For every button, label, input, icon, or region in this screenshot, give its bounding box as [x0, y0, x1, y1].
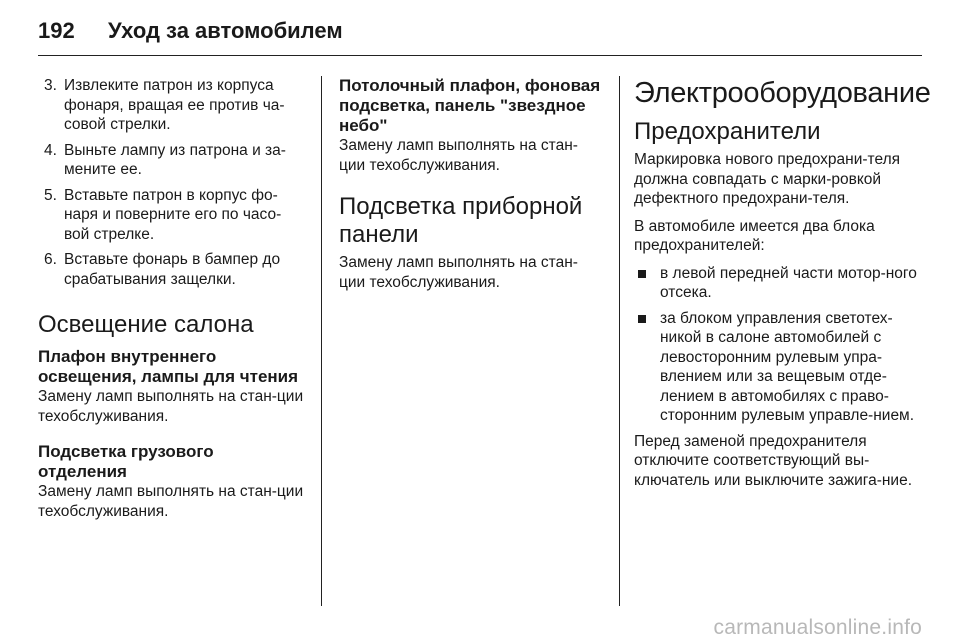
- step-item: [38, 141, 306, 180]
- fuse-box-list: [634, 264, 924, 426]
- step-item: [38, 186, 306, 245]
- page-header: [38, 14, 343, 48]
- step-number: 6.: [44, 251, 57, 268]
- header-divider: [38, 55, 922, 56]
- page-number: 192: [38, 18, 75, 43]
- subsection-title-dome-lamp: Плафон внутреннего освещения, лампы для чтения: [38, 347, 299, 386]
- list-item-text: за блоком управления светотех-никой в салоне автомобилей с левосторонним рулевым упра-влением или за вещевым отде-лением в автомобилях с право-сторонним рулевым управле-нием.: [660, 309, 915, 424]
- step-text: Извлеките патрон из корпуса фонаря, вращая ее против ча-совой стрелки.: [64, 77, 285, 133]
- column-divider-1: [321, 76, 322, 606]
- list-item: [634, 264, 924, 303]
- step-text: Выньте лампу из патрона и за-мените ее.: [64, 141, 286, 178]
- subsection-text: Замену ламп выполнять на стан-ции техобслуживания.: [339, 254, 578, 291]
- step-number: 5.: [44, 186, 57, 204]
- bullet-icon: [638, 270, 646, 278]
- list-item: [634, 309, 924, 426]
- paragraph: Перед заменой предохранителя отключите соответствующий вы-ключатель или выключите зажига-ние.: [634, 432, 913, 489]
- subsection-title-instrument-lighting: Подсветка приборной панели: [339, 193, 583, 248]
- section-title-electrical: Электрооборудование: [634, 77, 931, 109]
- list-item-text: в левой передней части мотор-ного отсека.: [660, 264, 917, 301]
- subsection-text: Замену ламп выполнять на стан-ции техобслуживания.: [339, 137, 578, 174]
- watermark: carmanualsonline.info: [713, 616, 922, 639]
- bullet-icon: [638, 315, 646, 323]
- subsection-text: Замену ламп выполнять на стан-ции техобслуживания.: [38, 388, 304, 425]
- section-title-interior-lighting: Освещение салона: [38, 311, 254, 338]
- column-right: [634, 76, 931, 490]
- subsection-text: Замену ламп выполнять на стан-ции техобслуживания.: [38, 483, 304, 520]
- subsection-title-fuses: Предохранители: [634, 118, 821, 145]
- column-divider-2: [619, 76, 620, 606]
- step-item: [38, 76, 306, 135]
- step-number: 4.: [44, 141, 57, 159]
- paragraph: В автомобиле имеется два блока предохранителей:: [634, 217, 875, 254]
- subsection-title-ceiling-lamp: Потолочный плафон, фоновая подсветка, панель "звездное небо": [339, 76, 601, 135]
- step-text: Вставьте фонарь в бампер до срабатывания защелки.: [64, 251, 281, 288]
- column-middle: [339, 76, 601, 292]
- step-text: Вставьте патрон в корпус фо-наря и поверните его по часо-вой стрелке.: [64, 186, 282, 243]
- subsection-title-cargo-lighting: Подсветка грузового отделения: [38, 442, 214, 481]
- column-left: [38, 76, 306, 521]
- paragraph: Маркировка нового предохрани-теля должна совпадать с марки-ровкой дефектного предохрани-теля.: [634, 151, 901, 207]
- steps-list: [38, 76, 306, 289]
- step-item: [38, 250, 306, 289]
- step-number: 3.: [44, 77, 57, 94]
- page-title: Уход за автомобилем: [108, 18, 343, 43]
